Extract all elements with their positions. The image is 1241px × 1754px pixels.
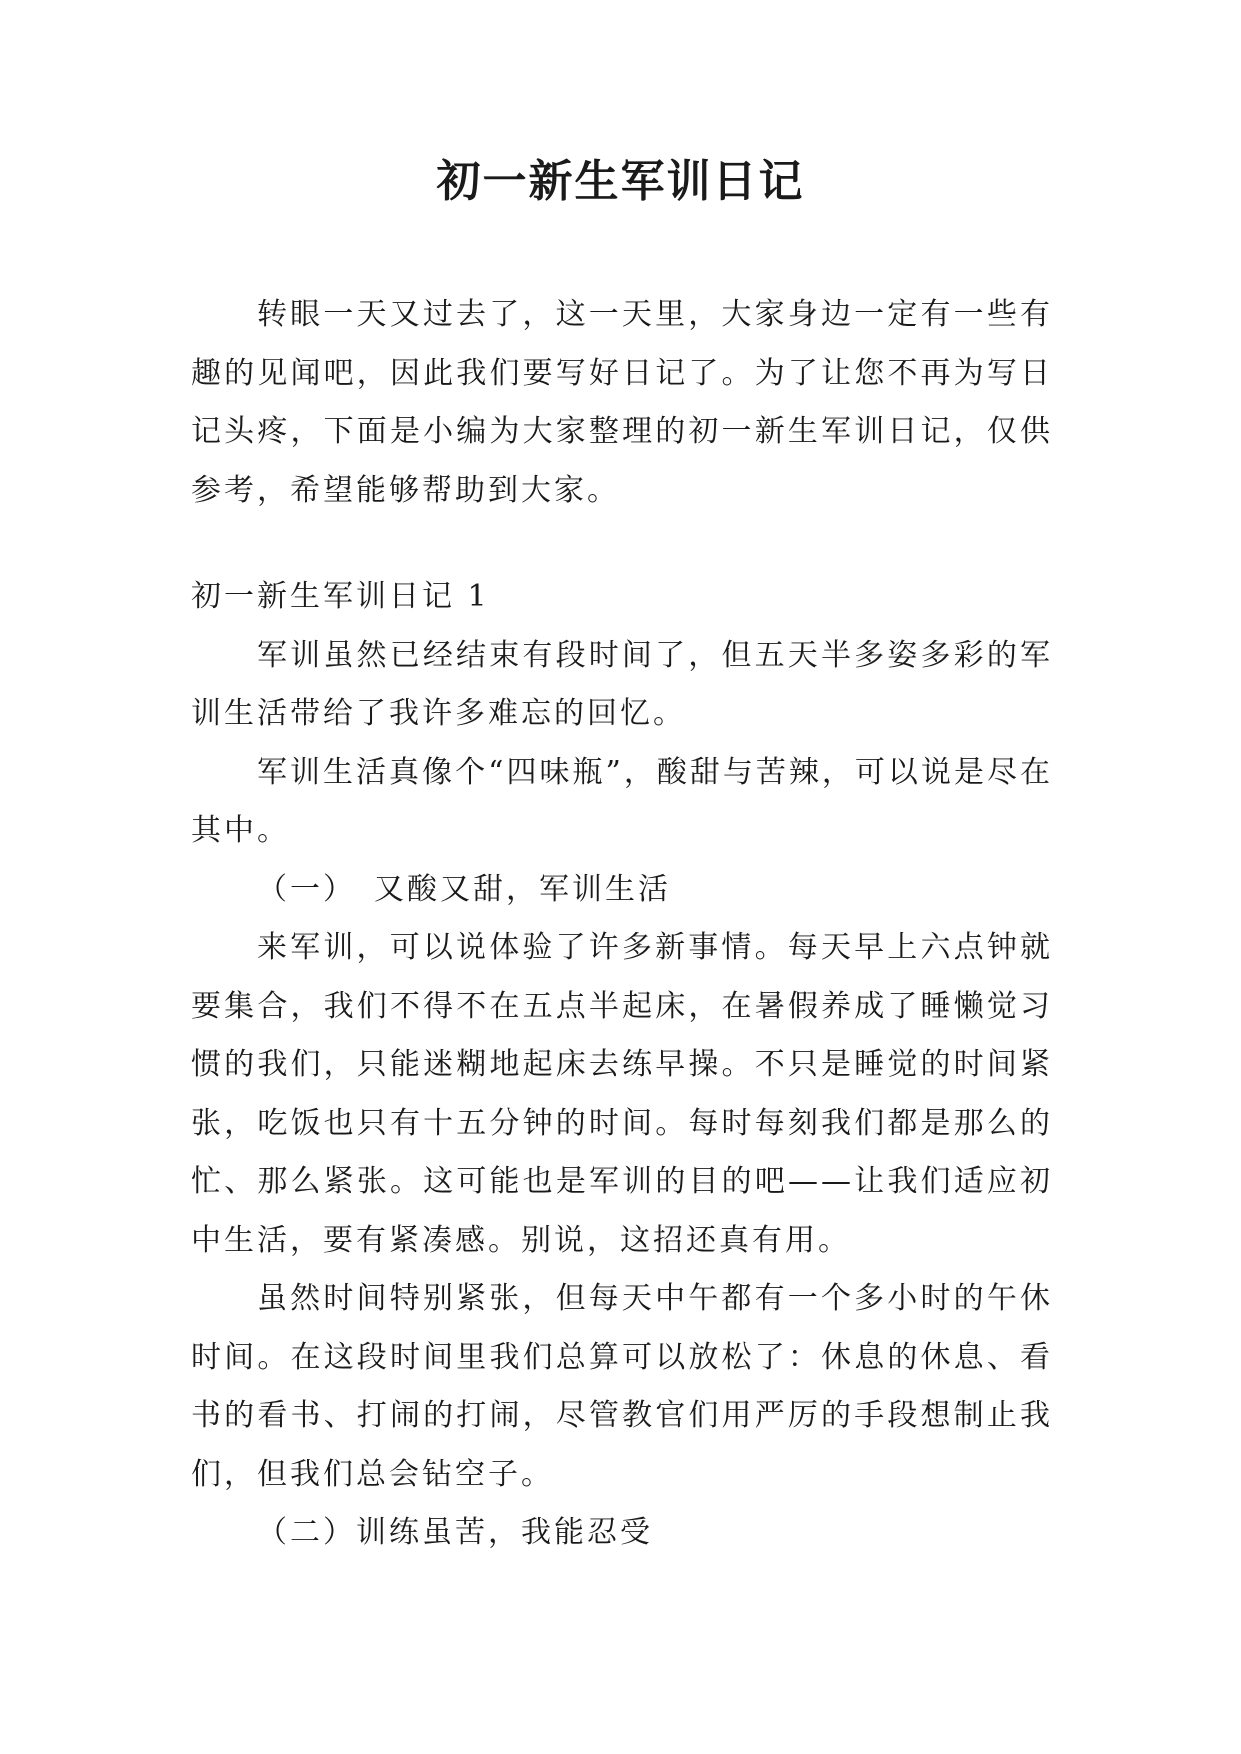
body-paragraph: 军训生活真像个“四味瓶”，酸甜与苦辣，可以说是尽在其中。 (191, 754, 1053, 848)
subheading: （二）训练虽苦，我能忍受 (257, 1515, 653, 1550)
document-title: 初一新生军训日记 (436, 156, 805, 207)
section-heading: 初一新生军训日记 1 (191, 579, 490, 614)
body-paragraph: 军训虽然已经结束有段时间了，但五天半多姿多彩的军训生活带给了我许多难忘的回忆。 (191, 637, 1053, 731)
body-paragraph: 虽然时间特别紧张，但每天中午都有一个多小时的午休时间。在这段时间里我们总算可以放松了：休息的休息、看书的看书、打闹的打闹，尽管教官们用严厉的手段想制止我们，但我们总会钻空子。 (191, 1281, 1053, 1492)
intro-paragraph: 转眼一天又过去了，这一天里，大家身边一定有一些有趣的见闻吧，因此我们要写好日记了。为了让您不再为写日记头疼，下面是小编为大家整理的初一新生军训日记，仅供参考，希望能够帮助到大家。 (191, 297, 1053, 508)
subheading: （一） 又酸又甜，军训生活 (257, 871, 671, 907)
body-paragraph: 来军训，可以说体验了许多新事情。每天早上六点钟就要集合，我们不得不在五点半起床，在暑假养成了睡懒觉习惯的我们，只能迷糊地起床去练早操。不只是睡觉的时间紧张，吃饭也只有十五分钟的时间。每时每刻我们都是那么的忙、那么紧张。这可能也是军训的目的吧——让我们适应初中生活，要有紧凑感。别说，这招还真有用。 (191, 930, 1053, 1258)
document-body (191, 286, 1053, 1563)
